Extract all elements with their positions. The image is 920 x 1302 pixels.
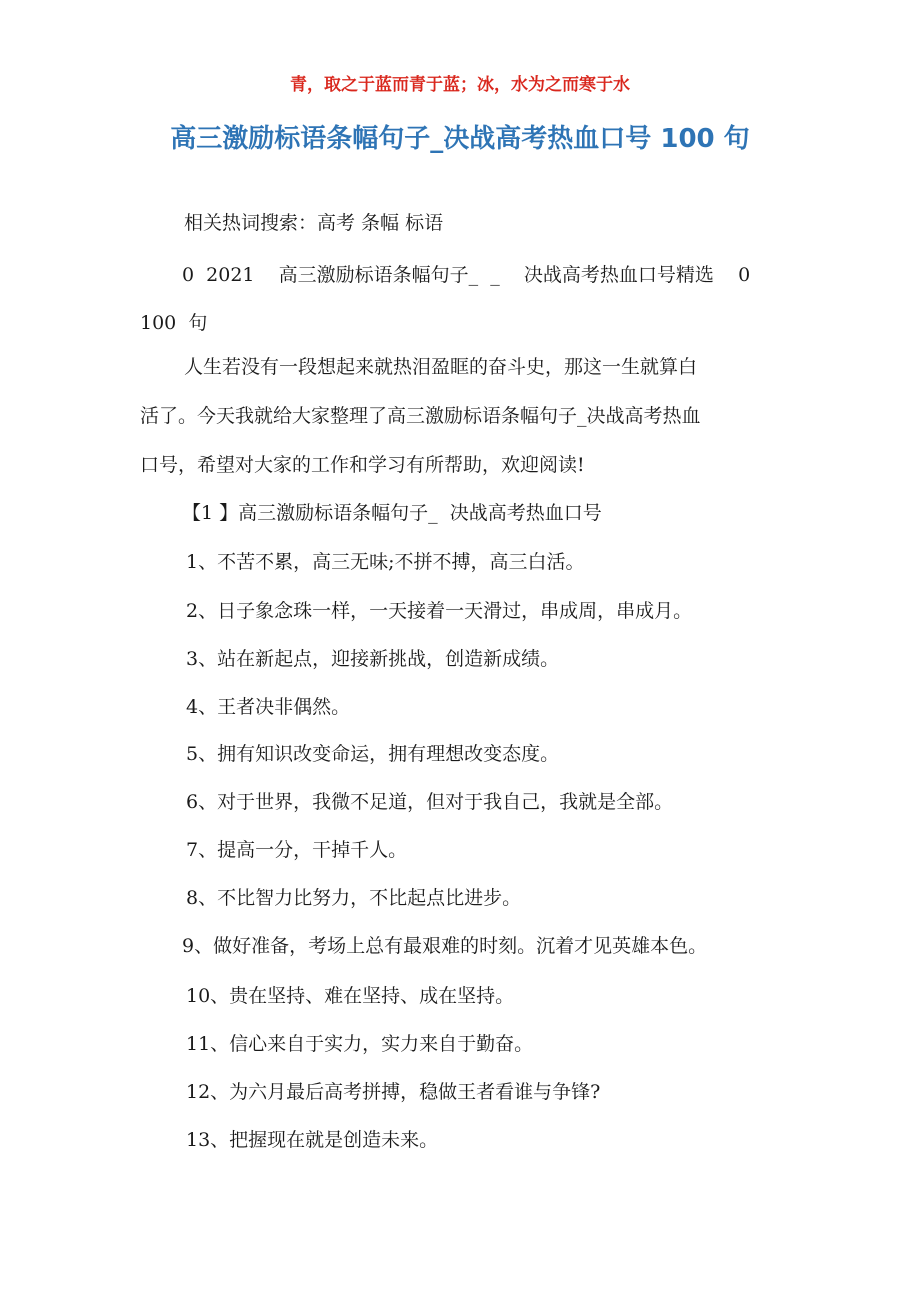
list-item: 12、为六月最后高考拼搏，稳做王者看谁与争锋? [186,1081,601,1103]
header-motto: 青，取之于蓝而青于蓝；冰，水为之而寒于水 [290,75,630,95]
list-item: 5、拥有知识改变命运，拥有理想改变态度。 [186,743,560,765]
list-item: 8、不比智力比努力，不比起点比进步。 [186,887,522,909]
list-item: 7、提高一分，干掉千人。 [186,839,408,861]
subtitle-line-1: 0 2021 高三激励标语条幅句子_ _ 决战高考热血口号精选 0 [182,264,751,286]
list-item: 13、把握现在就是创造未来。 [186,1129,439,1151]
intro-line-3: 口号，希望对大家的工作和学习有所帮助，欢迎阅读! [140,454,585,476]
list-item: 2、日子象念珠一样，一天接着一天滑过，串成周，串成月。 [186,600,693,622]
page-title: 高三激励标语条幅句子_决战高考热血口号 100 句 [170,124,750,154]
list-item: 6、对于世界，我微不足道，但对于我自己，我就是全部。 [186,791,674,813]
section-heading: 【1 】高三激励标语条幅句子_ 决战高考热血口号 [182,502,602,524]
intro-line-2: 活了。今天我就给大家整理了高三激励标语条幅句子_决战高考热血 [140,405,701,427]
keywords-line: 相关热词搜索：高考 条幅 标语 [184,212,444,234]
list-item: 11、信心来自于实力，实力来自于勤奋。 [186,1033,534,1055]
list-item: 10、贵在坚持、难在坚持、成在坚持。 [186,985,515,1007]
intro-line-1: 人生若没有一段想起来就热泪盈眶的奋斗史，那这一生就算白 [184,356,698,378]
list-item: 9、做好准备，考场上总有最艰难的时刻。沉着才见英雄本色。 [182,935,708,957]
list-item: 4、王者决非偶然。 [186,696,351,718]
list-item: 1、不苦不累，高三无味;不拼不搏，高三白活。 [186,551,585,573]
subtitle-line-2: 100 句 [140,312,208,334]
list-item: 3、站在新起点，迎接新挑战，创造新成绩。 [186,648,560,670]
